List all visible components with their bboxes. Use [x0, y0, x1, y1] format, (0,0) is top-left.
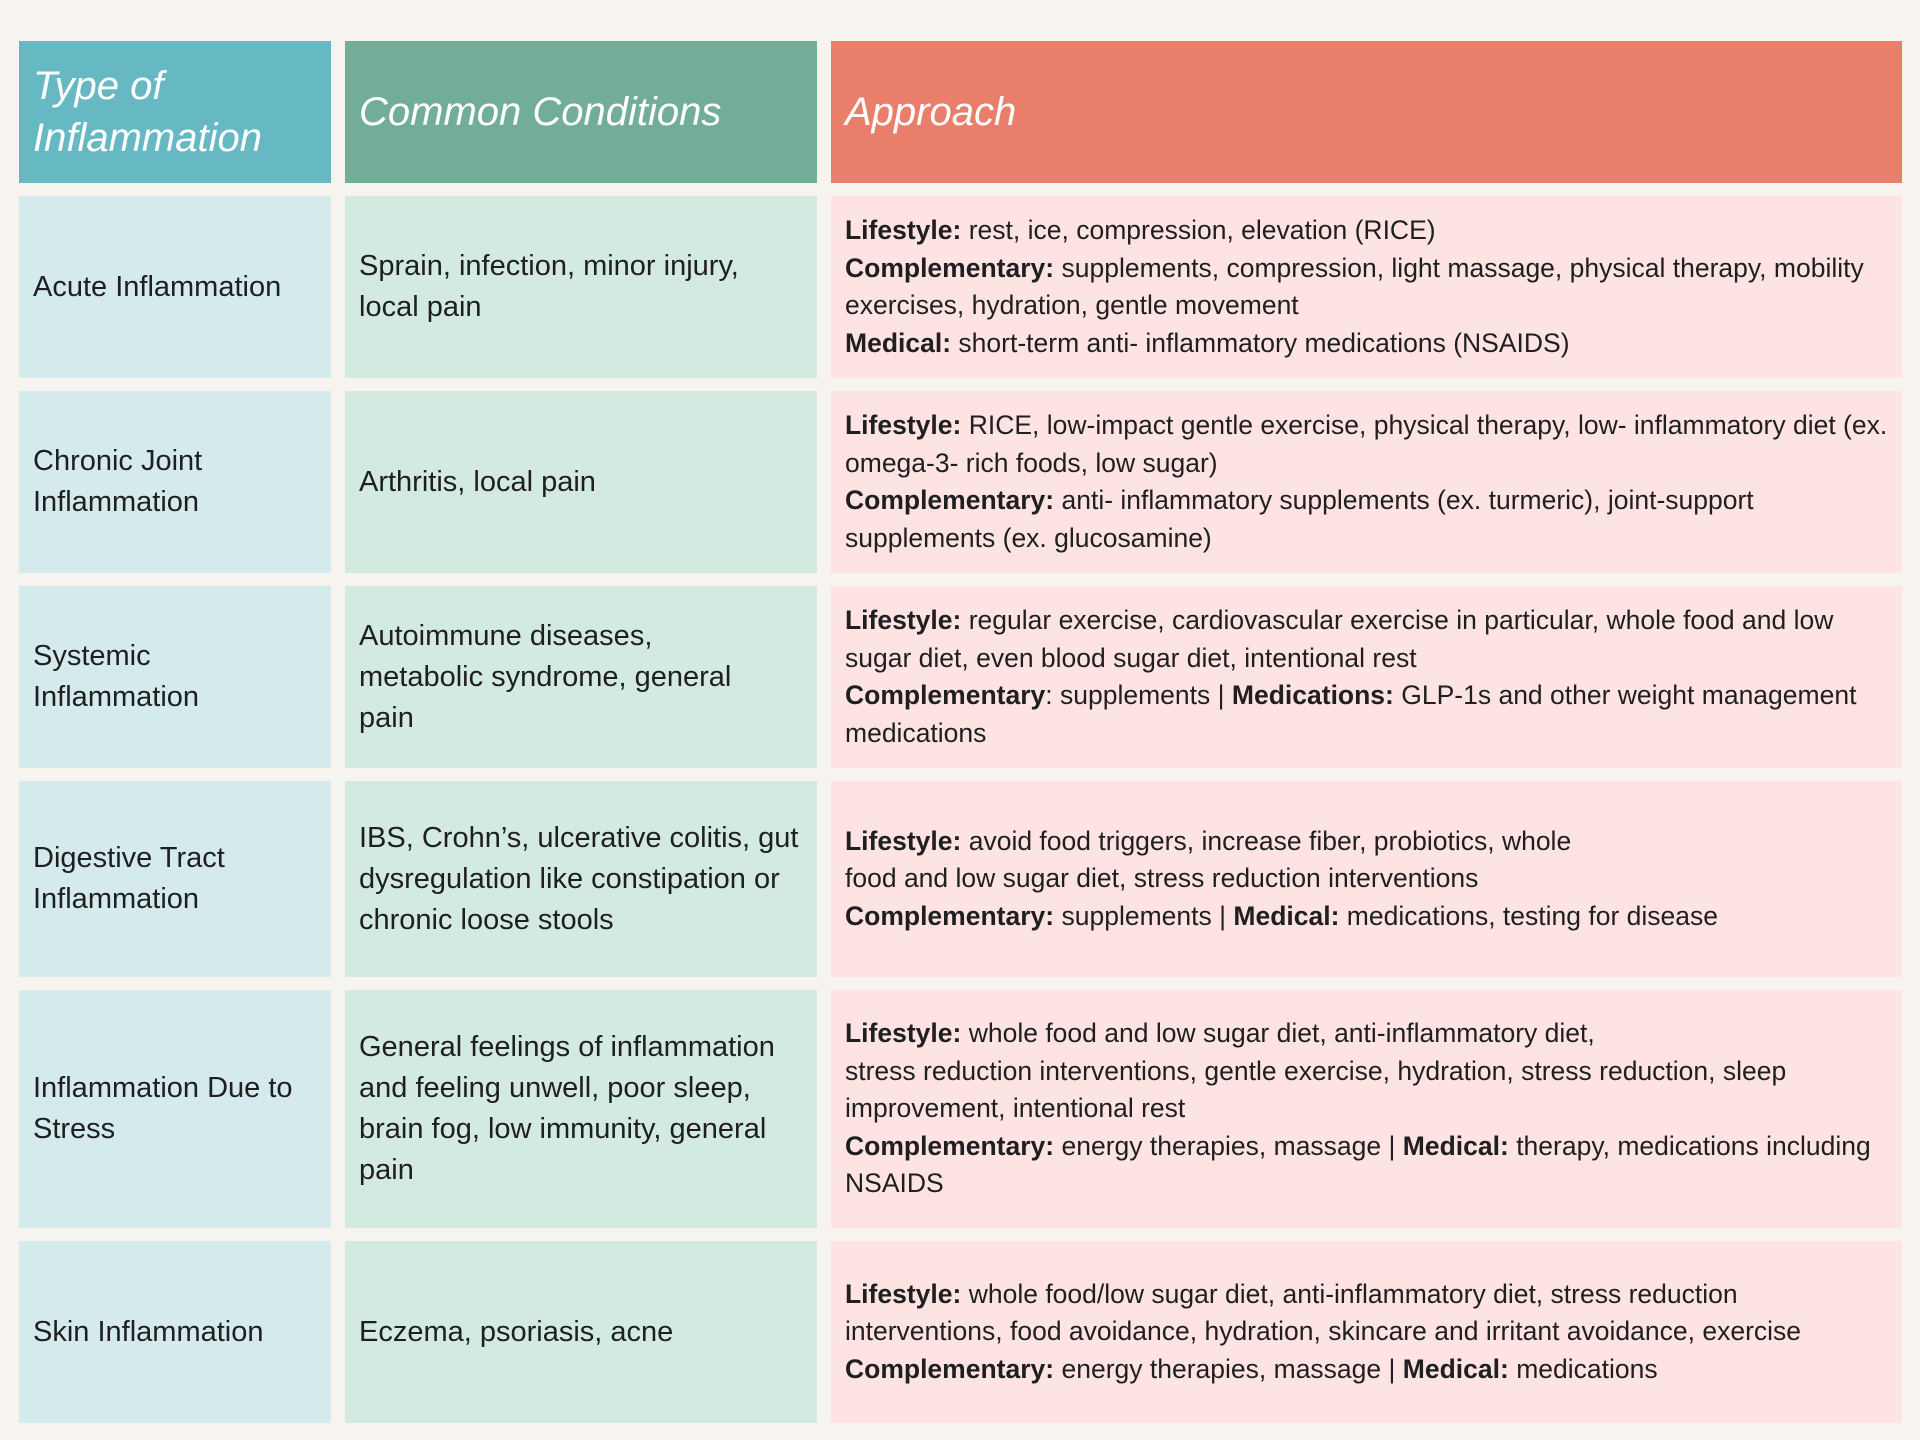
type-label: Digestive Tract Inflammation [33, 842, 225, 915]
medical-text: medications, testing for disease [1346, 900, 1718, 931]
complementary-line [845, 677, 1888, 752]
row-systemic-conditions [345, 586, 817, 768]
conditions-text: Sprain, infection, minor injury, local pain [359, 250, 739, 323]
complementary-label: Complementary: [845, 485, 1055, 515]
lifestyle-label: Lifestyle: [845, 1018, 962, 1049]
header-conditions-text: Common Conditions [359, 90, 722, 134]
type-label: Chronic Joint Inflammation [33, 445, 203, 518]
complementary-label: Complementary [845, 680, 1046, 710]
lifestyle-line [845, 212, 1436, 250]
header-approach-text: Approach [845, 90, 1017, 134]
lifestyle-text: rest, ice, compression, elevation (RICE) [968, 215, 1436, 245]
row-skin-conditions [345, 1241, 817, 1423]
row-acute-conditions [345, 196, 817, 378]
lifestyle-line [845, 1015, 1595, 1053]
row-acute-type [19, 196, 331, 378]
conditions-text: IBS, Crohn’s, ulcerative colitis, gut dysregulation like constipation or chronic loose stools [359, 821, 799, 936]
medications-text: GLP-1s and other weight management medications [845, 680, 1857, 748]
complementary-text: anti- inflammatory supplements (ex. turmeric), joint-support supplements (ex. glucosamine) [845, 485, 1754, 553]
medical-text: therapy, medications including NSAIDS [845, 1130, 1871, 1199]
lifestyle-label: Lifestyle: [845, 215, 962, 245]
row-digestive-conditions [345, 781, 817, 977]
medical-text: medications [1516, 1353, 1658, 1384]
row-systemic-approach [831, 586, 1902, 768]
inflammation-table [19, 41, 1902, 1423]
separator: | [1219, 900, 1227, 931]
separator: | [1388, 1130, 1396, 1161]
lifestyle-line-continued [845, 860, 1478, 898]
row-skin-approach [831, 1241, 1902, 1423]
complementary-label: Complementary: [845, 1130, 1055, 1161]
complementary-line [845, 482, 1888, 557]
lifestyle-line [845, 407, 1888, 482]
row-digestive-type [19, 781, 331, 977]
conditions-text: General feelings of inflammation and feeling unwell, poor sleep, brain fog, low immunity, general pain [359, 1031, 775, 1186]
row-chronic-joint-approach [831, 391, 1902, 573]
type-label: Inflammation Due to Stress [33, 1072, 293, 1145]
conditions-text: Autoimmune diseases, metabolic syndrome, general pain [359, 619, 732, 734]
lifestyle-text: regular exercise, cardiovascular exercise in particular, whole food and low sugar diet, even blood sugar diet, intentional rest [845, 605, 1834, 673]
complementary-label: Complementary: [845, 1353, 1055, 1384]
complementary-label: Complementary: [845, 900, 1055, 931]
lifestyle-line [845, 823, 1571, 861]
header-conditions [345, 41, 817, 183]
row-stress-approach [831, 990, 1902, 1228]
row-stress-type [19, 990, 331, 1228]
row-systemic-type [19, 586, 331, 768]
conditions-text: Arthritis, local pain [359, 465, 596, 498]
medical-label: Medical: [845, 327, 952, 358]
lifestyle-label: Lifestyle: [845, 410, 962, 440]
complementary-label: Complementary: [845, 252, 1055, 283]
lifestyle-line-continued [845, 1053, 1888, 1128]
separator: | [1217, 680, 1225, 710]
lifestyle-line [845, 602, 1888, 677]
complementary-text: supplements [1061, 900, 1212, 931]
type-label: Skin Inflammation [33, 1315, 264, 1348]
row-chronic-joint-type [19, 391, 331, 573]
lifestyle-text-continued: stress reduction interventions, gentle exercise, hydration, stress reduction, sleep improvement, intentional rest [845, 1055, 1787, 1124]
lifestyle-label: Lifestyle: [845, 605, 962, 635]
type-label: Systemic Inflammation [33, 640, 200, 713]
row-digestive-approach [831, 781, 1902, 977]
complementary-text: energy therapies, massage [1061, 1353, 1382, 1384]
lifestyle-line [845, 1276, 1888, 1351]
medical-label: Medical: [1402, 1353, 1509, 1384]
complementary-line [845, 1351, 1658, 1389]
complementary-line [845, 1128, 1888, 1203]
complementary-text: supplements, compression, light massage, physical therapy, mobility exercises, hydration, gentle movement [845, 252, 1864, 320]
complementary-line [845, 250, 1888, 325]
header-type [19, 41, 331, 183]
lifestyle-text: whole food/low sugar diet, anti-inflammatory diet, stress reduction interventions, food avoidance, hydration, skincare and irritant avoidance, exercise [845, 1278, 1802, 1347]
medications-label: Medications: [1231, 680, 1394, 710]
complementary-line [845, 898, 1718, 936]
type-label: Acute Inflammation [33, 270, 282, 303]
medical-label: Medical: [1402, 1130, 1509, 1161]
header-type-text: Type of Inflammation [33, 64, 262, 160]
lifestyle-text-continued: food and low sugar diet, stress reduction interventions [845, 863, 1479, 894]
lifestyle-text: RICE, low-impact gentle exercise, physical therapy, low- inflammatory diet (ex. omega-3- rich foods, low sugar) [845, 410, 1888, 478]
lifestyle-label: Lifestyle: [845, 1278, 962, 1309]
row-stress-conditions [345, 990, 817, 1228]
conditions-text: Eczema, psoriasis, acne [359, 1315, 674, 1348]
row-skin-type [19, 1241, 331, 1423]
complementary-text: energy therapies, massage [1061, 1130, 1382, 1161]
header-approach [831, 41, 1902, 183]
row-chronic-joint-conditions [345, 391, 817, 573]
separator: | [1388, 1353, 1396, 1384]
lifestyle-text: whole food and low sugar diet, anti-inflammatory diet, [968, 1018, 1595, 1049]
medical-text: short-term anti- inflammatory medications (NSAIDS) [958, 327, 1570, 358]
lifestyle-text: avoid food triggers, increase fiber, probiotics, whole [968, 825, 1572, 856]
medical-label: Medical: [1233, 900, 1340, 931]
complementary-text: : supplements [1045, 680, 1211, 710]
row-acute-approach [831, 196, 1902, 378]
lifestyle-label: Lifestyle: [845, 825, 962, 856]
medical-line [845, 325, 1570, 363]
